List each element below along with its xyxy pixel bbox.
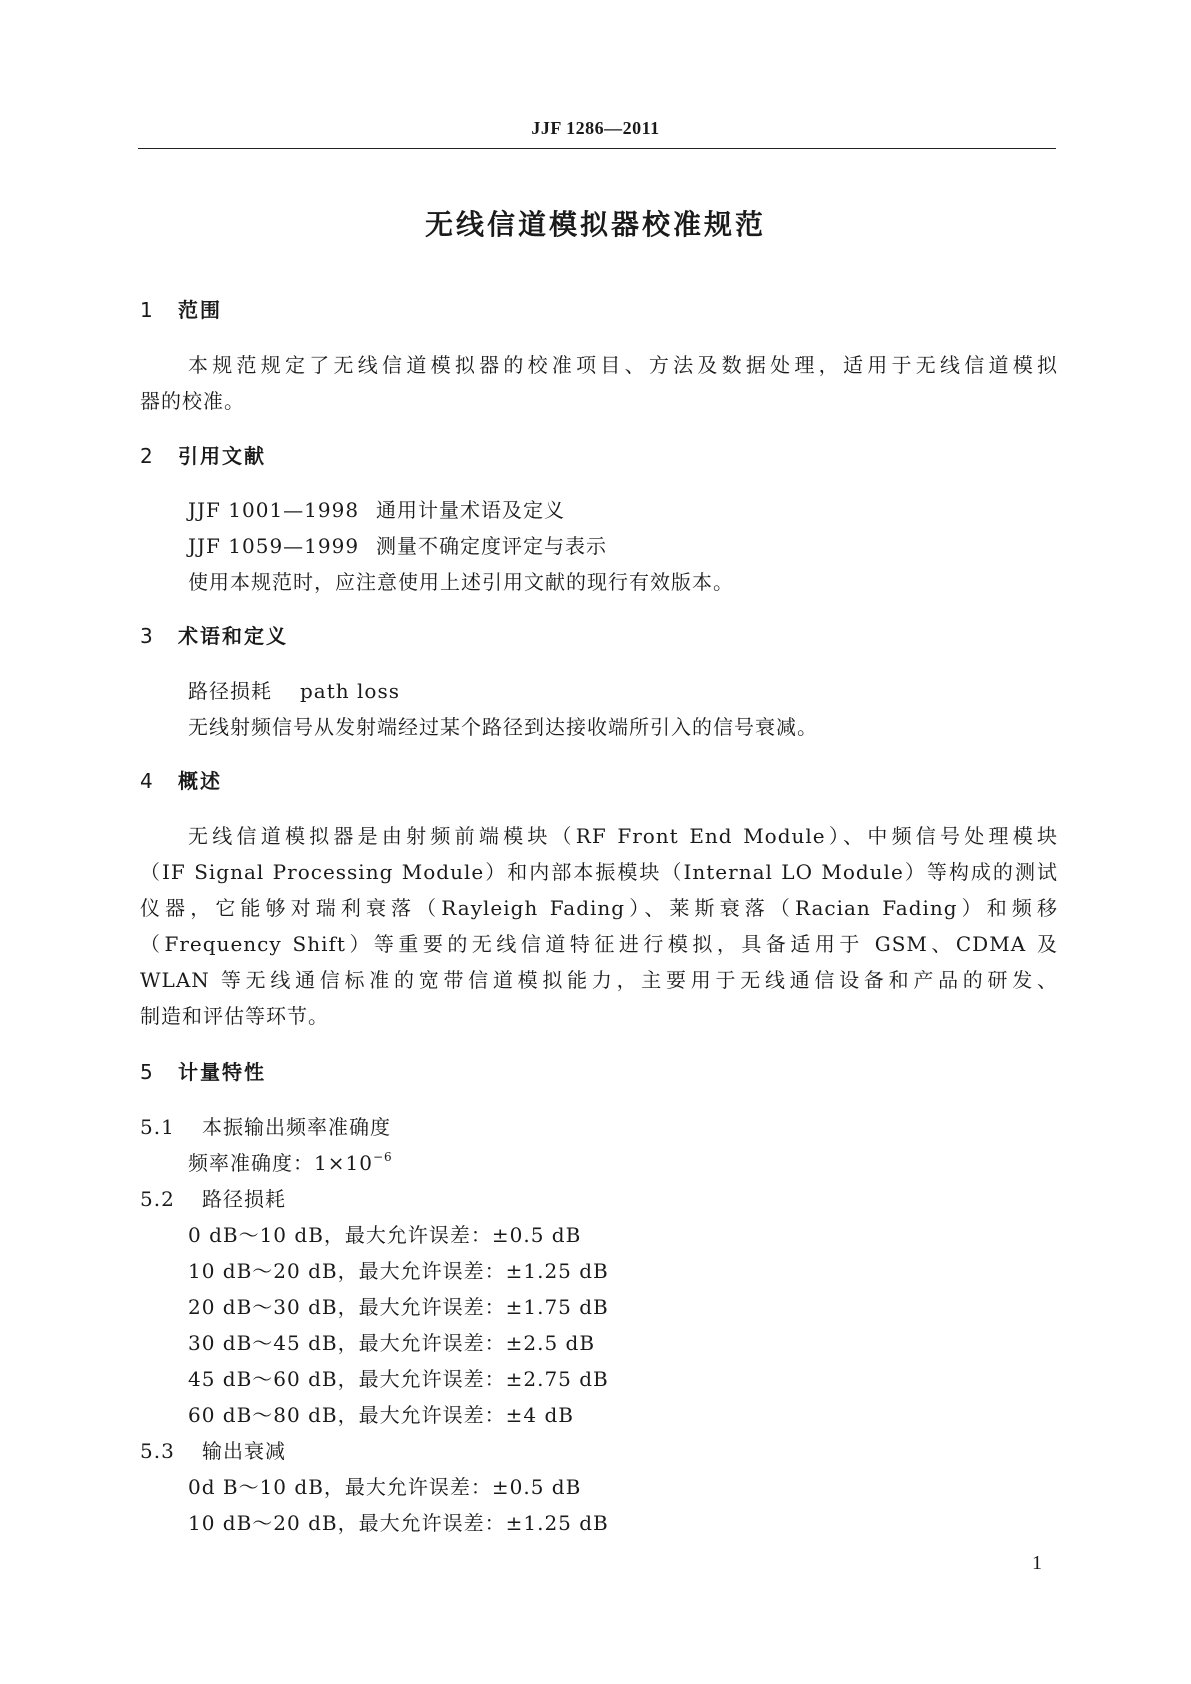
spec-line: 20 dB～30 dB，最大允许误差：±1.75 dB [188,1295,609,1319]
paragraph-line: 器的校准。 [140,389,245,413]
standard-code-header: JJF 1286—2011 [531,118,660,138]
document-title: 无线信道模拟器校准规范 [424,208,766,241]
paragraph-line: 本规范规定了无线信道模拟器的校准项目、方法及数据处理，适用于无线信道模拟 [188,353,1058,377]
spec-line: 45 dB～60 dB，最大允许误差：±2.75 dB [188,1367,609,1391]
reference-item [188,530,607,559]
section-title: 术语和定义 [178,624,288,648]
section-number: 3 [140,624,153,648]
reference-title: 测量不确定度评定与表示 [376,534,607,558]
section-title: 引用文献 [178,444,266,468]
paragraph-line: 制造和评估等环节。 [140,1004,329,1028]
paragraph-line: 无线信道模拟器是由射频前端模块（RF Front End Module）、中频信号处理模块 [188,824,1058,848]
reference-code: JJF 1059—1999 [188,534,360,558]
paragraph-line: （Frequency Shift）等重要的无线信道特征进行模拟，具备适用于 GSM、CDMA 及 [140,932,1058,956]
term-definition: 无线射频信号从发射端经过某个路径到达接收端所引入的信号衰减。 [188,715,818,739]
subsection-number: 5.3 [140,1439,175,1463]
paragraph-line: （IF Signal Processing Module）和内部本振模块（Internal LO Module）等构成的测试 [140,860,1058,884]
section-title: 范围 [178,298,222,322]
spec-line: 0d B～10 dB，最大允许误差：±0.5 dB [188,1475,582,1499]
term-english: path loss [300,679,400,703]
reference-item [188,494,565,523]
section-4-heading [140,765,222,794]
subsection-title: 本振输出频率准确度 [202,1115,391,1139]
spec-text: 频率准确度：1×10 [188,1151,373,1175]
term-chinese: 路径损耗 [188,679,272,703]
paragraph-line: 仪器，它能够对瑞利衰落（Rayleigh Fading）、莱斯衰落（Racian Fading）和频移 [140,896,1058,920]
section-number: 2 [140,444,153,468]
section-number: 1 [140,298,153,322]
reference-code: JJF 1001—1998 [188,498,360,522]
term-entry [188,675,400,704]
section-title: 概述 [178,769,222,793]
subsection-5-1-heading [140,1111,391,1140]
spec-line: 30 dB～45 dB，最大允许误差：±2.5 dB [188,1331,596,1355]
header-divider [138,148,1056,149]
page-number: 1 [1032,1552,1042,1574]
reference-title: 通用计量术语及定义 [376,498,565,522]
subsection-title: 输出衰减 [202,1439,286,1463]
paragraph-line: 使用本规范时，应注意使用上述引用文献的现行有效版本。 [188,570,734,594]
spec-line: 0 dB～10 dB，最大允许误差：±0.5 dB [188,1223,582,1247]
subsection-5-3-heading [140,1435,286,1464]
section-title: 计量特性 [178,1060,266,1084]
spec-line: 10 dB～20 dB，最大允许误差：±1.25 dB [188,1259,609,1283]
subsection-title: 路径损耗 [202,1187,286,1211]
spec-line: 60 dB～80 dB，最大允许误差：±4 dB [188,1403,574,1427]
section-1-heading [140,294,222,323]
section-2-heading [140,440,266,469]
section-number: 5 [140,1060,153,1084]
section-number: 4 [140,769,153,793]
spec-line [188,1147,393,1176]
paragraph-line: WLAN 等无线通信标准的宽带信道模拟能力，主要用于无线通信设备和产品的研发、 [140,968,1058,992]
subsection-number: 5.1 [140,1115,175,1139]
subsection-number: 5.2 [140,1187,175,1211]
spec-line: 10 dB～20 dB，最大允许误差：±1.25 dB [188,1511,609,1535]
section-3-heading [140,620,288,649]
exponent: −6 [372,1150,393,1164]
section-5-heading [140,1056,266,1085]
subsection-5-2-heading [140,1183,286,1212]
